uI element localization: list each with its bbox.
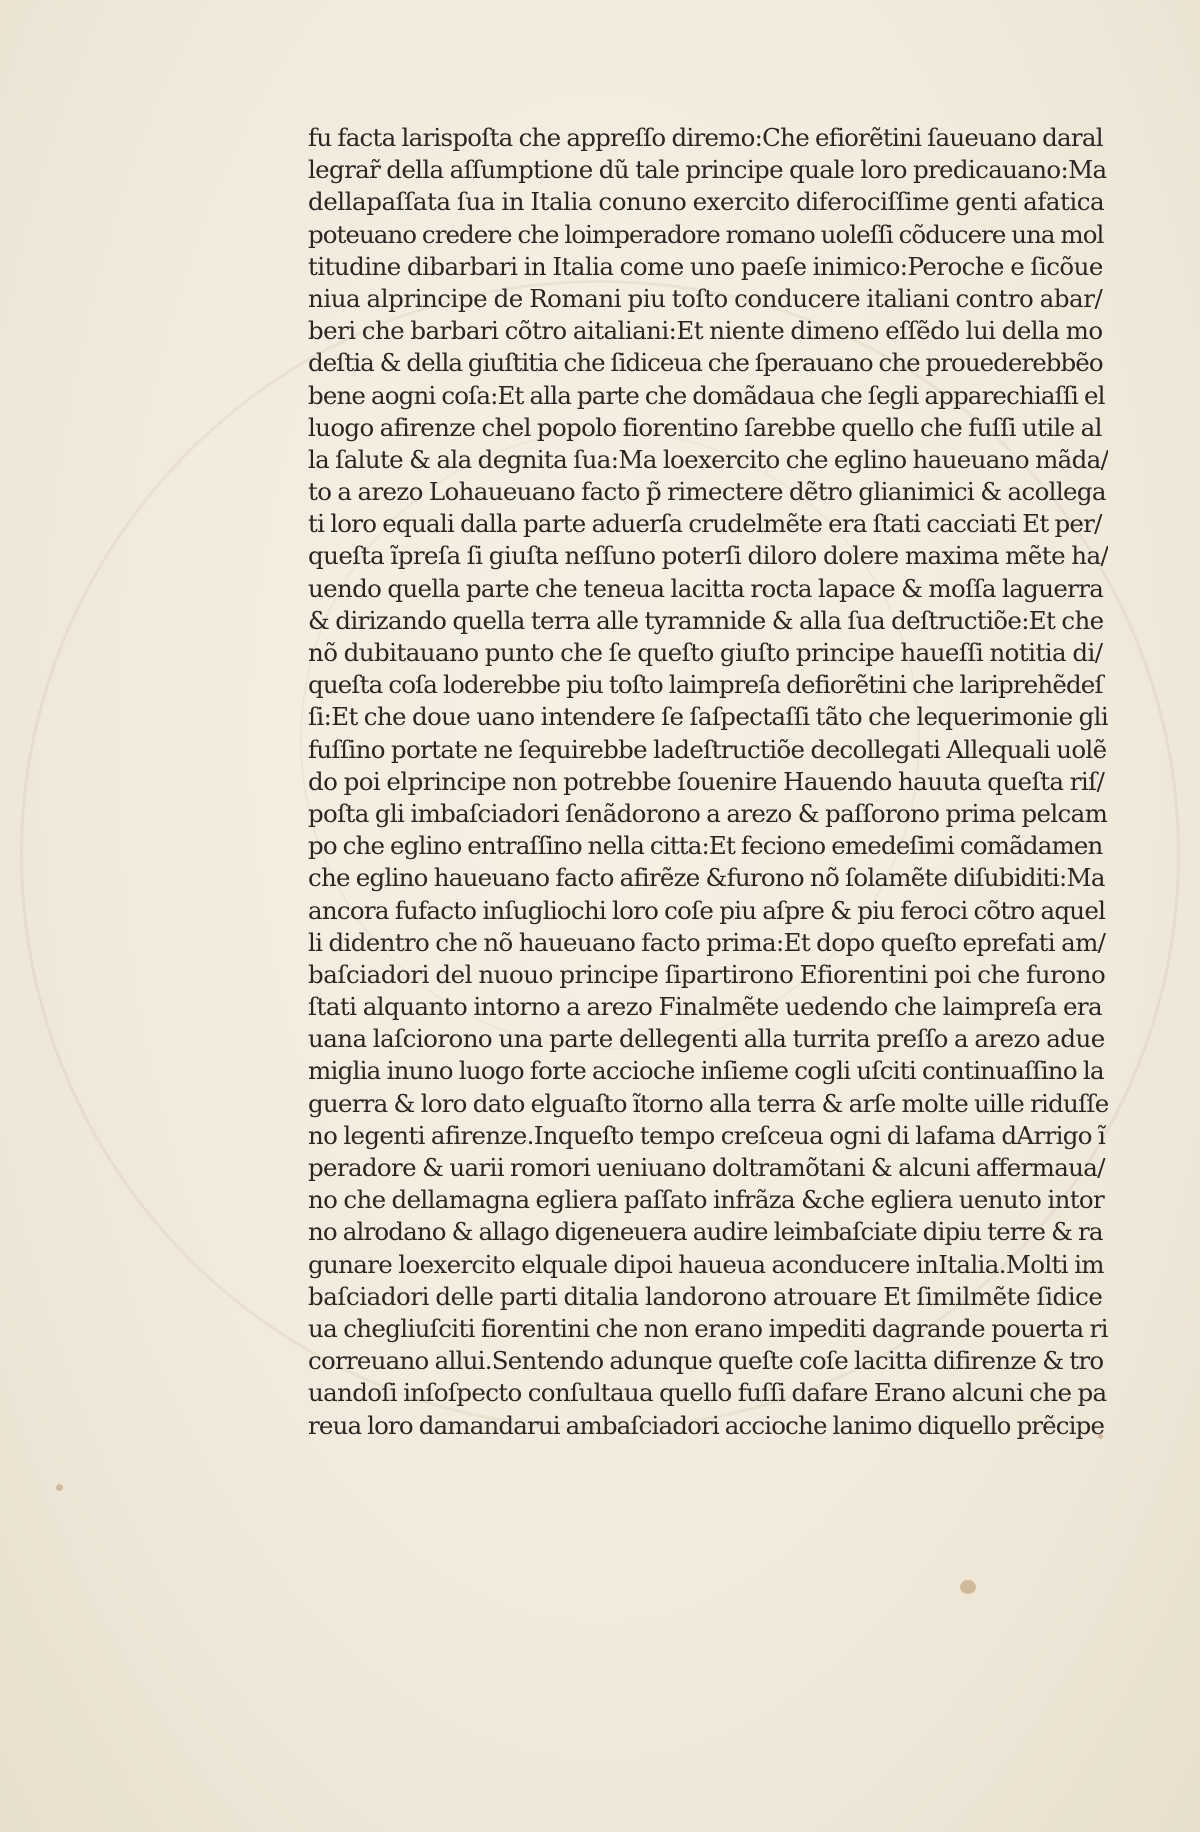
- text-line: poſta gli imbaſciadori ſenãdorono a arezo & paſſorono prima pelcam: [308, 798, 1108, 828]
- text-line: ti loro equali dalla parte aduerſa crudelmẽte era ſtati cacciati Et per/: [308, 509, 1102, 539]
- paper-foxing-spot: [960, 1580, 976, 1594]
- text-line: deſtia & della giuſtitia che ſidiceua che ſperauano che prouederebbẽo: [308, 348, 1103, 378]
- text-line: po che eglino entraſſino nella citta:Et feciono emedeſimi comãdamen: [308, 831, 1103, 861]
- text-line: baſciadori delle parti ditalia landorono atrouare Et ſimilmẽte ſidice: [308, 1281, 1103, 1311]
- text-line: no legenti afirenze.Inqueſto tempo creſceua ogni di lafama dArrigo ĩ: [308, 1120, 1106, 1150]
- text-line: correuano allui.Sentendo adunque queſte coſe lacitta difirenze & tro: [308, 1346, 1104, 1376]
- text-line: no che dellamagna egliera paſſato infrãza &che egliera uenuto intor: [308, 1185, 1105, 1215]
- paper-foxing-spot: [56, 1484, 63, 1491]
- text-line: fuſſino portate ne ſequirebbe ladeſtructiõe decollegati Allequali uolẽ: [308, 734, 1107, 764]
- text-line: uana laſciorono una parte dellegenti alla turrita preſſo a arezo adue: [308, 1024, 1105, 1054]
- text-line: niua alprincipe de Romani piu toſto conducere italiani contro abar/: [308, 283, 1103, 313]
- text-line: legrar̃ della aſſumptione dũ tale principe quale loro predicauano:Ma: [308, 155, 1107, 185]
- text-line: la ſalute & ala degnita ſua:Ma loexercito che eglino haueuano mãda/: [308, 444, 1108, 474]
- text-line: nõ dubitauano punto che ſe queſto giuſto principe haueſſi notitia di/: [308, 638, 1103, 667]
- text-block: [308, 122, 1108, 1442]
- text-line: li didentro che nõ haueuano facto prima:Et dopo queſto eprefati am/: [308, 927, 1106, 957]
- text-line: luogo afirenze chel popolo fiorentino ſarebbe quello che fuſſi utile al: [308, 412, 1102, 442]
- text-line: dellapaſſata ſua in Italia conuno exercito diferociſſime genti afatica: [308, 187, 1105, 217]
- text-line: queſta ĩpreſa ſi giuſta neſſuno poterſi diloro dolere maxima mẽte ha/: [308, 541, 1108, 571]
- text-line: guerra & loro dato elguaſto ĩtorno alla terra & arſe molte uille riduſſe: [308, 1088, 1108, 1118]
- text-line: beri che barbari cõtro aitaliani:Et niente dimeno eſſẽdo lui della mo: [308, 316, 1103, 346]
- text-line: queſta coſa loderebbe piu toſto laimpreſa defiorẽtini che lariprehẽdeſ: [308, 670, 1103, 700]
- text-line: reua loro damandarui ambaſciadori accioche lanimo diquello prẽcipe: [308, 1410, 1105, 1440]
- text-line: ſtati alquanto intorno a arezo Finalmẽte uedendo che laimpreſa era: [308, 992, 1103, 1022]
- text-line: baſciadori del nuouo principe ſipartirono Efiorentini poi che furono: [308, 959, 1106, 989]
- text-line: che eglino haueuano facto afirẽze &furono nõ ſolamẽte diſubiditi:Ma: [308, 863, 1105, 893]
- text-line: miglia inuno luogo forte accioche inſieme cogli uſciti continuaſſino la: [308, 1056, 1104, 1086]
- text-line: ua chegliuſciti fiorentini che non erano impediti dagrande pouerta ri: [308, 1313, 1108, 1343]
- text-line: ſi:Et che doue uano intendere ſe ſaſpectaſſi tãto che lequerimonie gli: [308, 702, 1108, 732]
- text-line: gunare loexercito elquale dipoi haueua aconducere inItalia.Molti im: [308, 1249, 1104, 1279]
- text-line: uandoſi inſoſpecto conſultaua quello fuſſi dafare Erano alcuni che pa: [308, 1378, 1107, 1408]
- text-line: bene aogni coſa:Et alla parte che domãdaua che ſegli apparechiaſſi el: [308, 380, 1105, 410]
- text-line: no alrodano & allago digeneuera audire leimbaſciate dipiu terre & ra: [308, 1217, 1103, 1247]
- text-line: to a arezo Lohaueuano facto p̃ rimectere dẽtro glianimici & acollega: [308, 477, 1106, 507]
- text-line: titudine dibarbari in Italia come uno paeſe inimico:Peroche e ſicõue: [308, 251, 1103, 281]
- text-line: do poi elprincipe non potrebbe ſouenire Hauendo hauuta queſta riſ/: [308, 766, 1105, 796]
- text-line: ancora fufacto inſugliochi loro coſe piu aſpre & piu feroci cõtro aquel: [308, 895, 1106, 925]
- text-line: peradore & uarii romori ueniuano doltramõtani & alcuni affermaua/: [308, 1153, 1105, 1182]
- text-line: uendo quella parte che teneua lacitta rocta lapace & moſſa laguerra: [308, 573, 1104, 603]
- text-line: fu facta larispoſta che appreſſo diremo:Che efiorẽtini ſaueuano daral: [308, 123, 1103, 152]
- text-line: poteuano credere che loimperadore romano uoleſſi cõducere una mol: [308, 219, 1104, 249]
- text-line: & dirizando quella terra alle tyramnide & alla ſua deſtructiõe:Et che: [308, 605, 1104, 635]
